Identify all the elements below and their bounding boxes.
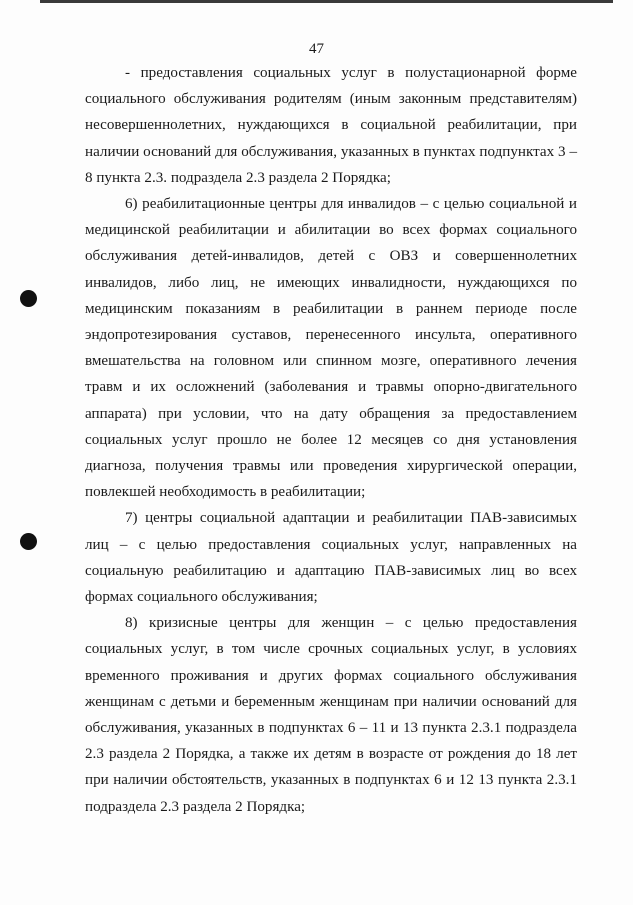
paragraph-parent-services: - предоставления социальных услуг в полустационарной форме социального обслуживания родителям (иным законным представителям) несовершеннолетних, нуждающихся в социальной реабилитации, при наличии оснований для обслуживания, указанных в пунктах подпунктах 3 – 8 пункта 2.3. подраздела 2.3 раздела 2 Порядка;	[85, 65, 577, 186]
punch-hole-mark	[20, 290, 37, 307]
document-body	[85, 60, 577, 820]
punch-hole-mark	[20, 533, 37, 550]
paragraph-item-6: 6) реабилитационные центры для инвалидов – с целью социальной и медицинской реабилитации и абилитации во всех формах социального обслуживания детей-инвалидов, детей с ОВЗ и совершеннолетних инвалидов, либо лиц, не имеющих инвалидности, нуждающихся по медицинским показаниям в реабилитации в раннем периоде после эндопротезирования суставов, перенесенного инсульта, оперативного вмешательства на головном или спинном мозге, оперативного лечения травм и их осложнений (заболевания и травмы опорно-двигательного аппарата) при условии, что на дату обращения за предоставлением социальных услуг прошло не более 12 месяцев со дня установления диагноза, получения травмы или проведения хирургической операции, повлекшей необходимость в реабилитации;	[85, 196, 577, 501]
scan-top-edge	[40, 0, 613, 3]
paragraph-item-7: 7) центры социальной адаптации и реабилитации ПАВ-зависимых лиц – с целью предоставления социальных услуг, направленных на социальную реабилитацию и адаптацию ПАВ-зависимых лиц во всех формах социального обслуживания;	[85, 510, 577, 606]
page-number: 47	[309, 41, 324, 57]
paragraph-item-8: 8) кризисные центры для женщин – с целью предоставления социальных услуг, в том числе срочных социальных услуг, в условиях временного проживания и других формах социального обслуживания женщинам с детьми и беременным женщинам при наличии оснований для обслуживания, указанных в подпунктах 6 – 11 и 13 пункта 2.3.1 подраздела 2.3 раздела 2 Порядка, а также их детям в возрасте от рождения до 18 лет при наличии обстоятельств, указанных в подпунктах 6 и 12 13 пункта 2.3.1 подраздела 2.3 раздела 2 Порядка;	[85, 615, 577, 815]
